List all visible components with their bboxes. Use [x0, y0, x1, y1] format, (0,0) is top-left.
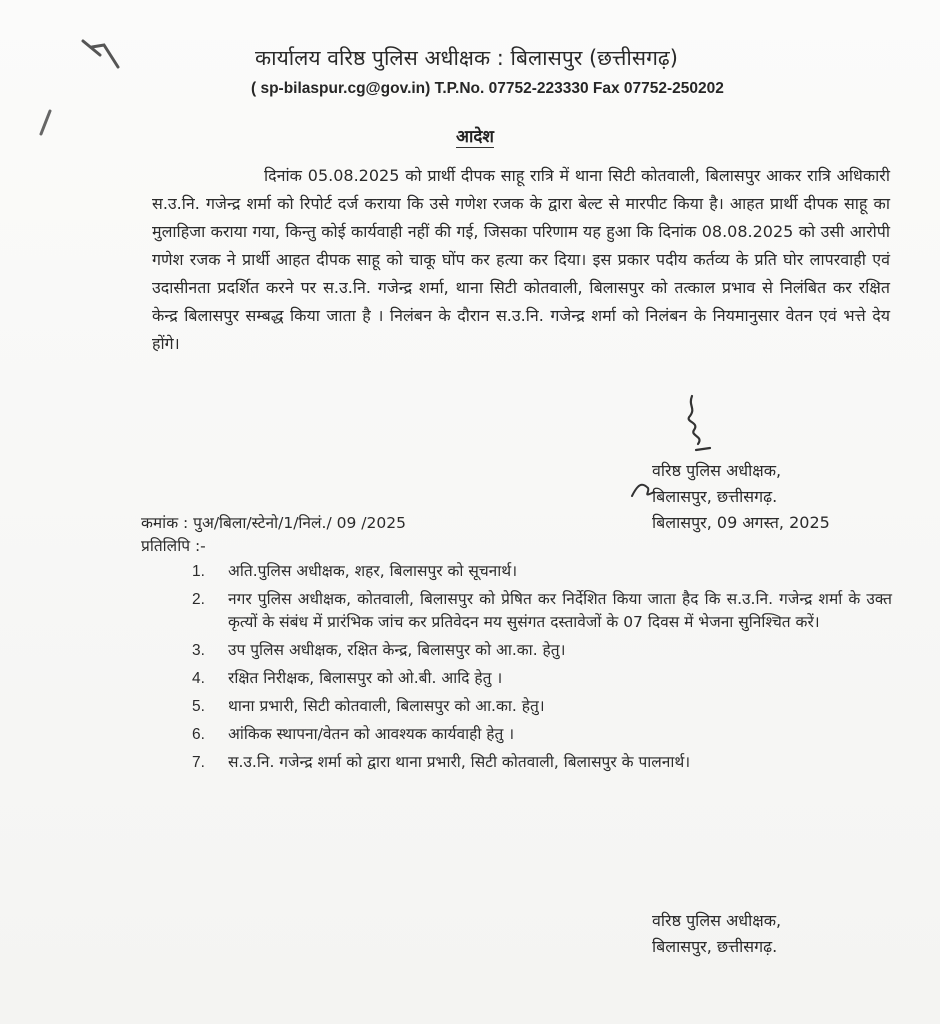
- list-item: 5. थाना प्रभारी, सिटी कोतवाली, बिलासपुर को आ.का. हेतु।: [192, 697, 545, 715]
- signature-2-location: बिलासपुर, छत्तीसगढ़.: [652, 937, 778, 956]
- order-title: आदेश: [456, 127, 494, 147]
- copy-list: [192, 560, 892, 779]
- order-body-text: दिनांक 05.08.2025 को प्रार्थी दीपक साहू रात्रि में थाना सिटी कोतवाली, बिलासपुर आकर रात्रि अधिकारी स.उ.नि. गजेन्द्र शर्मा को रिपोर्ट दर्ज कराया कि उसे गणेश रजक के द्वारा बेल्ट से मारपीट किया है। आहत प्रार्थी दीपक साहू का मुलाहिजा कराया गया, किन्तु कोई कार्यवाही नहीं की गई, जिसका परिणाम यह हुआ कि दिनांक 08.08.2025 को उसी आरोपी गणेश रजक ने प्रार्थी आहत दीपक साहू को चाकू घोंप कर हत्या कर दिया। इस प्रकार पदीय कर्तव्य के प्रति घोर लापरवाही एवं उदासीनता प्रदर्शित करने पर स.उ.नि. गजेन्द्र शर्मा, थाना सिटी कोतवाली, बिलासपुर को तत्काल प्रभाव से निलंबित कर रक्षित केन्द्र बिलासपुर सम्बद्ध किया जाता है । निलंबन के दौरान स.उ.नि. गजेन्द्र शर्मा को निलंबन के नियमानुसार वेतन एवं भत्ते देय होंगे।: [152, 166, 890, 353]
- pen-mark-icon: [78, 35, 128, 75]
- order-body: [152, 162, 890, 358]
- signature-1-location: बिलासपुर, छत्तीसगढ़.: [652, 487, 778, 506]
- reference-date: बिलासपुर, 09 अगस्त, 2025: [652, 513, 830, 532]
- list-item: 1. अति.पुलिस अधीक्षक, शहर, बिलासपुर को सूचनार्थ।: [192, 562, 518, 580]
- contact-line: ( sp-bilaspur.cg@gov.in) T.P.No. 07752-223330 Fax 07752-250202: [251, 80, 724, 97]
- copy-label: प्रतिलिपि :-: [141, 537, 206, 555]
- list-item: 4. रक्षित निरीक्षक, बिलासपुर को ओ.बी. आदि हेतु ।: [192, 669, 503, 687]
- office-title: कार्यालय वरिष्ठ पुलिस अधीक्षक : बिलासपुर (छत्तीसगढ़): [255, 46, 678, 70]
- list-item: 6. आंकिक स्थापना/वेतन को आवश्यक कार्यवाही हेतु ।: [192, 725, 515, 743]
- signature-2-designation: वरिष्ठ पुलिस अधीक्षक,: [652, 911, 782, 930]
- list-item: 7. स.उ.नि. गजेन्द्र शर्मा को द्वारा थाना प्रभारी, सिटी कोतवाली, बिलासपुर के पालनार्थ।: [192, 753, 691, 771]
- reference-number: कमांक : पुअ/बिला/स्टेनो/1/निलं./ 09 /2025: [141, 514, 406, 532]
- list-item: 2. नगर पुलिस अधीक्षक, कोतवाली, बिलासपुर को प्रेषित कर निर्देशित किया जाता हैद कि स.उ.नि. गजेन्द्र शर्मा के उक्त कृत्यों के संबंध में प्रारंभिक जांच कर प्रतिवेदन मय सुसंगत दस्तावेजों के 07 दिवस में भेजना सुनिश्चित करें।: [192, 590, 892, 631]
- signature-block-2: [652, 908, 781, 960]
- signature-1: [670, 392, 730, 456]
- list-item: 3. उप पुलिस अधीक्षक, रक्षित केन्द्र, बिलासपुर को आ.का. हेतु।: [192, 641, 566, 659]
- pen-stroke-icon: [36, 108, 56, 138]
- signature-1-designation: वरिष्ठ पुलिस अधीक्षक,: [652, 461, 782, 480]
- signature-block-1: [652, 458, 781, 510]
